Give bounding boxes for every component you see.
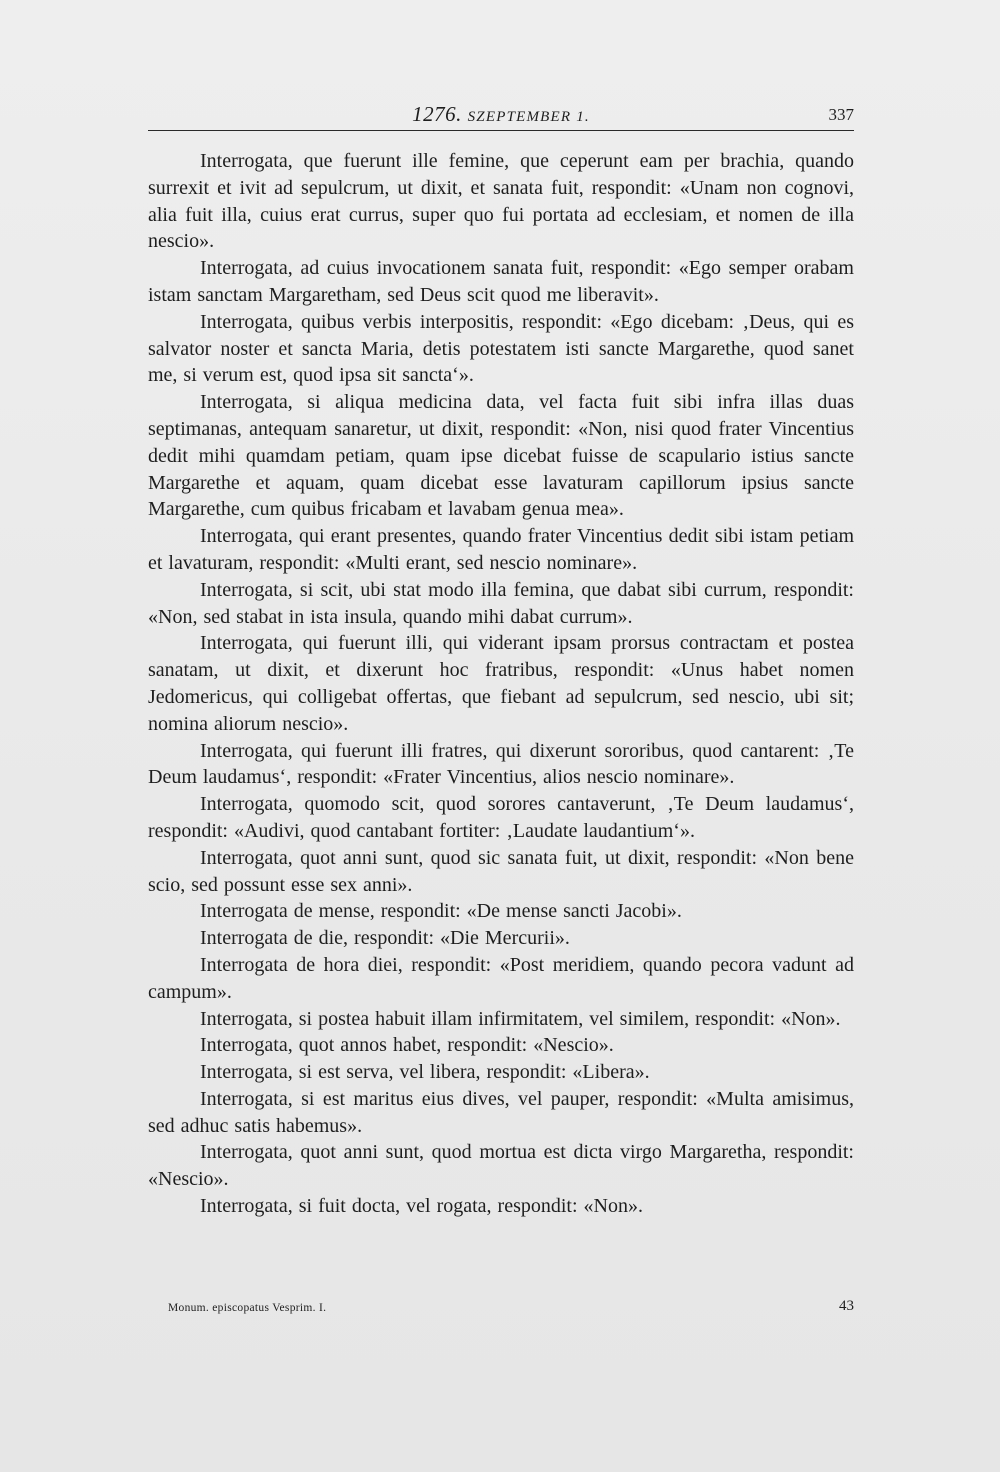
paragraph: Interrogata, ad cuius invocationem sanata fuit, respondit: «Ego semper orabam istam sanctam Margaretham, sed Deus scit quod me liberavit». bbox=[148, 257, 854, 306]
running-header bbox=[148, 100, 854, 131]
paragraph: Interrogata, si scit, ubi stat modo illa femina, que dabat sibi currum, respondit: «Non, sed stabat in ista insula, quando mihi dabat currum». bbox=[148, 578, 854, 628]
paragraph: Interrogata, quot anni sunt, quod mortua est dicta virgo Margaretha, respondit: «Nescio». bbox=[148, 1141, 854, 1191]
paragraph: Interrogata, si fuit docta, vel rogata, respondit: «Non». bbox=[200, 1195, 643, 1218]
body-text bbox=[148, 148, 854, 1220]
header-year: 1276. bbox=[412, 102, 462, 126]
paragraph: Interrogata, si postea habuit illam infirmitatem, vel similem, respondit: «Non». bbox=[200, 1007, 841, 1030]
page-footer bbox=[148, 1298, 854, 1322]
footer-sheet-number: 43 bbox=[839, 1298, 854, 1314]
paragraph: Interrogata, quot anni sunt, quod sic sanata fuit, ut dixit, respondit: «Non bene scio, sed possunt esse sex anni». bbox=[148, 846, 854, 896]
paragraph: Interrogata, qui fuerunt illi fratres, qui dixerunt sororibus, quod cantarent: ‚Te Deum laudamus‘, respondit: «Frater Vincentius, alios nescio nominare». bbox=[148, 739, 854, 789]
paragraph: Interrogata de die, respondit: «Die Mercurii». bbox=[200, 927, 570, 950]
paragraph: Interrogata, qui erant presentes, quando frater Vincentius dedit sibi istam petiam et lavaturam, respondit: «Multi erant, sed nescio nominare». bbox=[148, 525, 854, 574]
footer-signature: Monum. episcopatus Vesprim. I. bbox=[168, 1302, 327, 1314]
header-title bbox=[148, 102, 854, 127]
header-date: SZEPTEMBER 1. bbox=[467, 109, 590, 125]
paragraph: Interrogata, que fuerunt ille femine, que ceperunt eam per brachia, quando surrexit et ivit ad sepulcrum, ut dixit, et sanata fuit, respondit: «Unam non cognovi, alia fuit illa, cuius erat currus, super quo fui portata ad ecclesiam, et nomen de illa nescio». bbox=[148, 150, 854, 253]
page-number: 337 bbox=[828, 105, 854, 124]
paragraph: Interrogata, si est maritus eius dives, vel pauper, respondit: «Multa amisimus, sed adhuc satis habemus». bbox=[148, 1087, 854, 1137]
paragraph: Interrogata de mense, respondit: «De mense sancti Jacobi». bbox=[200, 900, 682, 923]
paragraph: Interrogata, quomodo scit, quod sorores cantaverunt, ‚Te Deum laudamus‘, respondit: «Audivi, quod cantabant fortiter: ‚Laudate laudantium‘». bbox=[148, 793, 854, 842]
paragraph: Interrogata, qui fuerunt illi, qui viderant ipsam prorsus contractam et postea sanatam, ut dixit, et dixerunt hoc fratribus, respondit: «Unus habet nomen Jedomericus, qui colligebat offertas, que fiebant ad sepulcrum, sed nescio, ubi sit; nomina aliorum nescio». bbox=[148, 632, 854, 735]
paragraph: Interrogata, quot annos habet, respondit: «Nescio». bbox=[200, 1034, 614, 1057]
paragraph: Interrogata, si est serva, vel libera, respondit: «Libera». bbox=[200, 1061, 650, 1084]
paragraph: Interrogata de hora diei, respondit: «Post meridiem, quando pecora vadunt ad campum». bbox=[148, 953, 854, 1003]
paragraph: Interrogata, quibus verbis interpositis, respondit: «Ego dicebam: ‚Deus, qui es salvator noster et sancta Maria, detis potestatem isti sancte Margarethe, quod sanet me, si verum est, quod ipsa sit sancta‘». bbox=[148, 310, 854, 387]
paragraph: Interrogata, si aliqua medicina data, vel facta fuit sibi infra illas duas septimanas, antequam sanaretur, ut dixit, respondit: «Non, nisi quod frater Vincentius dedit mihi quamdam petiam, quam ipse dicebat fuisse de scapulario istius sancte Margarethe et aquam, quam dicebat esse lavaturam capillorum ipsius sancte Margarethe, cum quibus fricabam et lavabam genua mea». bbox=[148, 391, 854, 521]
